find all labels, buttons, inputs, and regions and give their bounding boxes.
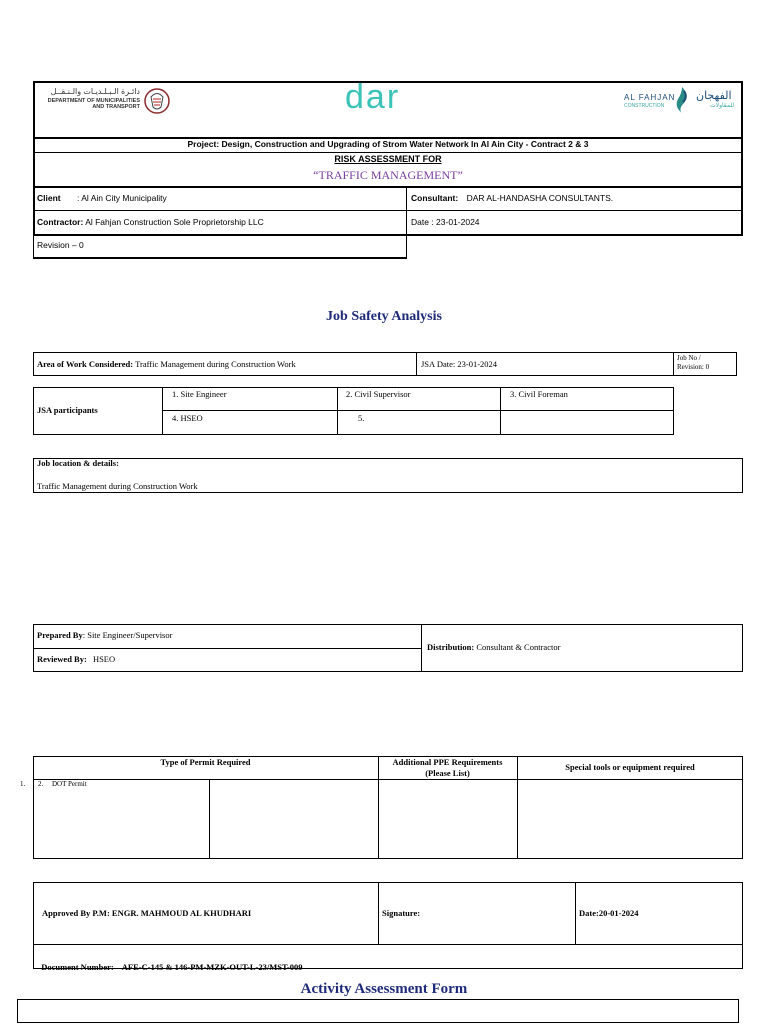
fahjan-emblem-icon [672, 85, 692, 115]
jsa-date: JSA Date: 23-01-2024 [421, 359, 498, 369]
job-no: Job No / [677, 354, 701, 362]
activity-assessment-title: Activity Assessment Form [300, 981, 468, 997]
consultant-cell [411, 193, 741, 203]
approval-date: Date:20-01-2024 [579, 908, 639, 918]
document-number-value: : AFE-C-145 & 146-PM-MZK-OUT-L-23/MST-009 [110, 962, 303, 972]
al-fahjan-logo [620, 85, 740, 115]
prepared-by-label: Prepared By [37, 630, 83, 640]
client-cell [37, 193, 402, 203]
approved-by: Approved By P.M: ENGR. MAHMOUD AL KHUDHARI [42, 908, 252, 918]
area-divider-2 [673, 352, 674, 376]
contractor-cell [37, 217, 402, 227]
area-of-work-value: Traffic Management during Construction Work [135, 359, 296, 369]
document-number [37, 952, 737, 972]
participant-1: 1. Site Engineer [172, 389, 227, 399]
job-location-label: Job location & details: [37, 458, 119, 468]
prepared-row-divider [33, 648, 422, 649]
dar-logo: dar [345, 78, 401, 116]
client-label: Client [37, 193, 61, 203]
dmt-logo-arabic: دائـرة الـبـلـديـات والـنـقــل [50, 87, 140, 96]
fahjan-logo-arabic-sub: للمقاولات [710, 103, 735, 109]
participants-divider-1 [162, 387, 163, 435]
consultant-label: Consultant: [411, 193, 459, 203]
falcon-emblem-icon [144, 87, 170, 115]
participants-divider-3 [500, 387, 501, 435]
prepared-by-value: : Site Engineer/Supervisor [82, 630, 173, 640]
dmt-logo [40, 87, 172, 115]
approval-divider-2 [575, 882, 576, 944]
project-line [33, 139, 743, 150]
signature-field: Signature: [382, 908, 421, 918]
header-divider-4 [33, 210, 743, 211]
participant-3: 3. Civil Foreman [510, 389, 568, 399]
dmt-logo-english-2: AND TRANSPORT [92, 104, 140, 110]
job-location-value: Traffic Management during Construction Work [37, 481, 198, 491]
reviewed-by-label: Reviewed By: [37, 654, 87, 664]
participants-label: JSA participants [37, 405, 98, 415]
consultant-value: DAR AL-HANDASHA CONSULTANTS. [466, 193, 614, 203]
risk-assessment-title: RISK ASSESSMENT FOR [334, 154, 442, 164]
ppe-header-line-1: Additional PPE Requirements [392, 757, 503, 767]
participants-row-divider [162, 410, 674, 411]
contractor-value: Al Fahjan Construction Sole Proprietorship LLC [85, 217, 264, 227]
date-cell: Date : 23-01-2024 [411, 217, 480, 227]
permit-divider-inner [209, 779, 210, 859]
distribution-cell [427, 642, 737, 652]
approval-divider-1 [378, 882, 379, 944]
participant-4: 4. HSEO [172, 413, 203, 423]
project-label: Project [187, 139, 217, 149]
document-number-label: Document Number [41, 962, 111, 972]
fahjan-logo-english: AL FAHJAN [624, 93, 676, 102]
fahjan-logo-english-sub: CONSTRUCTION [624, 103, 665, 109]
participant-5: 5. [358, 413, 365, 423]
ppe-header-line-2: (Please List) [425, 768, 470, 778]
project-value: : Design, Construction and Upgrading of Strom Water Network In Al Ain City - Contract 2 & 3 [216, 139, 589, 149]
header-divider-3 [33, 186, 743, 188]
distribution-value: Consultant & Contractor [476, 642, 561, 652]
dmt-logo-english-1: DEPARTMENT OF MUNICIPALITIES [47, 98, 140, 104]
header-divider-2 [33, 152, 743, 153]
participants-divider-2 [337, 387, 338, 435]
header-vertical-divider [406, 186, 407, 236]
area-of-work-label: Area of Work Considered: [37, 359, 134, 369]
permit-outside-number: 1. [20, 780, 26, 788]
jsa-title: Job Safety Analysis [326, 309, 442, 324]
approval-row-divider [33, 944, 743, 945]
tools-header: Special tools or equipment required [565, 762, 695, 772]
reviewed-by-cell [37, 654, 417, 664]
participant-2: 2. Civil Supervisor [346, 389, 411, 399]
reviewed-by-value: HSEO [92, 654, 116, 664]
area-divider-1 [416, 352, 417, 376]
job-revision: Revision: 0 [677, 363, 710, 371]
activity-assessment-box [17, 999, 739, 1023]
contractor-label: Contractor: [37, 217, 84, 227]
revision-cell: Revision – 0 [37, 240, 84, 250]
permit-type-header: Type of Permit Required [160, 757, 251, 767]
permit-item-dot: 2. DOT Permit [38, 780, 87, 788]
prepared-by-cell [37, 630, 417, 640]
client-value: : Al Ain City Municipality [77, 193, 167, 203]
fahjan-logo-arabic: الفهجان [696, 90, 732, 102]
area-of-work-cell [37, 359, 415, 369]
risk-assessment-subtitle: “TRAFFIC MANAGEMENT” [313, 168, 463, 182]
distribution-label: Distribution: [427, 642, 475, 652]
